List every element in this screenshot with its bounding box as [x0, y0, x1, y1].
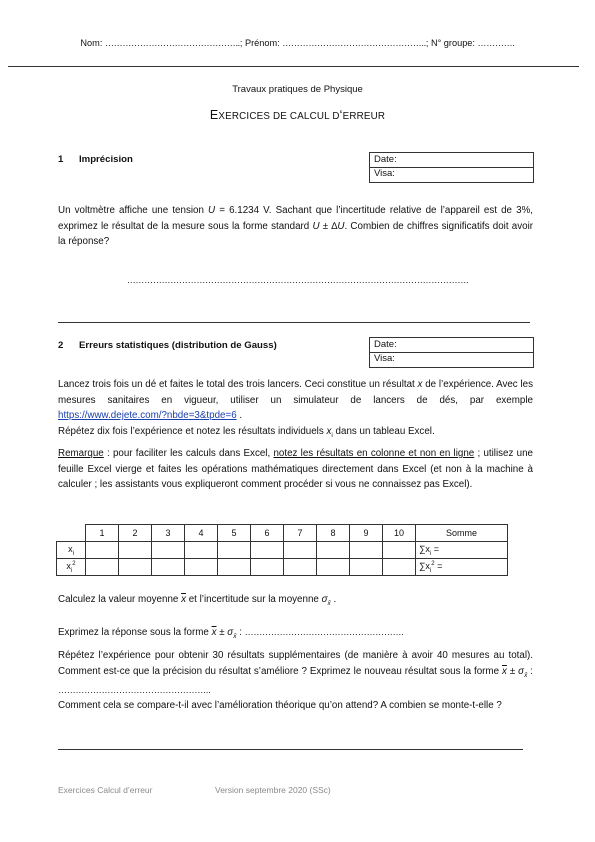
column-header: 7: [284, 525, 317, 542]
table-cell[interactable]: [350, 559, 383, 576]
section-1-date-visa-box: [369, 152, 534, 183]
sum-xi-cell[interactable]: $\sum x_i$ =: [416, 542, 508, 559]
table-cell[interactable]: [383, 542, 416, 559]
section-1-question: Un voltmètre affiche une tension U = 6.1234 V. Sachant que l’incertitude relative de l’appareil est de 3%, exprimez le résultat de la mesure sous la forme standard U ± ∆U. Combien de chiffres significatifs doit avoir la réponse?: [58, 205, 534, 248]
groupe-label: ; N° groupe:: [425, 38, 475, 48]
title-cap: E: [209, 108, 219, 122]
section-2-paragraph-2: Répétez dix fois l’expérience et notez les résultats individuels $x_i$ dans un tableau Excel.: [58, 426, 435, 439]
table-cell[interactable]: [251, 559, 284, 576]
prenom-field[interactable]: …………………………………………..: [282, 38, 426, 48]
column-header: 3: [152, 525, 185, 542]
footer-version: Version septembre 2020 (SSc): [215, 785, 331, 795]
table-cell[interactable]: [218, 542, 251, 559]
table-cell[interactable]: [350, 542, 383, 559]
table-cell[interactable]: [383, 559, 416, 576]
table-cell[interactable]: [185, 559, 218, 576]
section-2-paragraph-1: Lancez trois fois un dé et faites le total des trois lancers. Ceci constitue un résultat x de l’expérience. Avec les mesures sanitaires en vigueur, utiliser un simulateur de lancers de dés, par exemple https://www.dejete.com/?nbde=3&tpde=6 .: [58, 379, 533, 422]
question-mean: Calculez la valeur moyenne $\overline{x}$ et l’incertitude sur la moyenne $\sigma_{x̄}$ .: [58, 594, 337, 607]
column-header: 6: [251, 525, 284, 542]
student-info-header: [0, 38, 595, 48]
nom-label: Nom:: [80, 38, 103, 48]
nom-field[interactable]: ………………………………………..: [104, 38, 240, 48]
column-header: 2: [119, 525, 152, 542]
visa-label: Visa:: [374, 168, 395, 179]
section-divider-1: [58, 322, 530, 323]
title-part-2: ERREUR: [342, 111, 386, 122]
answer-field-1[interactable]: ……………………………………………….: [244, 627, 404, 637]
column-header: 9: [350, 525, 383, 542]
sum-xi2-cell[interactable]: $\sum x_i^2$ =: [416, 559, 508, 576]
column-header: 8: [317, 525, 350, 542]
header-divider: [8, 66, 579, 67]
date-label: Date:: [374, 339, 397, 350]
column-header: 4: [185, 525, 218, 542]
table-cell[interactable]: [152, 559, 185, 576]
section-2-date-visa-box: [369, 337, 534, 368]
section-divider-2: [58, 749, 523, 750]
page-subtitle: Travaux pratiques de Physique: [232, 84, 363, 95]
question-format: Exprimez la réponse sous la forme $\overline{x} \pm \sigma_{x̄}$ : ……………………………………………….: [58, 627, 404, 640]
table-cell[interactable]: [317, 542, 350, 559]
table-cell[interactable]: [152, 542, 185, 559]
section-2-title: Erreurs statistiques (distribution de Gauss): [79, 340, 277, 351]
results-table: [56, 524, 508, 576]
section-2-remark: Remarque : pour faciliter les calculs dans Excel, notez les résultats en colonne et non en ligne ; utilisez une feuille Excel vierge et faites les opérations mathématiques directement dans Excel (et non à la machine à calculer ; les assistants vous expliqueront comment procéder si vous ne connaissez pas Excel).: [58, 448, 533, 491]
table-row: [57, 542, 508, 559]
section-1-number: 1: [58, 154, 64, 165]
section-2-number: 2: [58, 340, 64, 351]
table-cell[interactable]: [119, 559, 152, 576]
footer-left: Exercices Calcul d’erreur: [58, 785, 153, 795]
table-cell[interactable]: [284, 542, 317, 559]
groupe-field[interactable]: ………….: [477, 38, 515, 48]
column-header: 1: [86, 525, 119, 542]
row-label-xi: $x_i$: [57, 542, 86, 559]
row-label-xi2: $x_i^2$: [57, 559, 86, 576]
section-1-title: Imprécision: [79, 154, 133, 165]
table-header-row: [57, 525, 508, 542]
table-row: [57, 559, 508, 576]
question-repeat: Répétez l’expérience pour obtenir 30 résultats supplémentaires (de manière à avoir 40 mesures au total). Comment est-ce que la précision du résultat s’améliore ? Exprimez le nouveau résultat sous la forme $\overline{x} \pm \sigma_{x̄}$ : ……………………………………………..: [58, 650, 533, 696]
dice-simulator-link[interactable]: https://www.dejete.com/?nbde=3&tpde=6: [58, 410, 237, 422]
prenom-label: ; Prénom:: [239, 38, 280, 48]
title-apostrophe: ‘: [339, 108, 343, 122]
page-title: [0, 108, 595, 122]
title-part-1: XERCICES DE CALCUL D: [218, 111, 340, 122]
date-label: Date:: [374, 154, 397, 165]
sum-header: Somme: [416, 525, 508, 542]
table-cell[interactable]: [185, 542, 218, 559]
section-1-heading: [58, 154, 133, 165]
section-2-heading: [58, 340, 277, 351]
table-cell[interactable]: [119, 542, 152, 559]
column-header: 10: [383, 525, 416, 542]
visa-label: Visa:: [374, 353, 395, 364]
table-cell[interactable]: [86, 542, 119, 559]
table-cell[interactable]: [317, 559, 350, 576]
column-header: 5: [218, 525, 251, 542]
table-cell[interactable]: [251, 542, 284, 559]
table-cell[interactable]: [284, 559, 317, 576]
section-1-answer-line[interactable]: ……………………………………………………………………………………………………….: [126, 275, 469, 285]
answer-field-2[interactable]: ……………………………………………..: [58, 685, 211, 696]
table-cell[interactable]: [86, 559, 119, 576]
question-compare: Comment cela se compare-t-il avec l’amélioration théorique qu’on attend? A combien se monte-t-elle ?: [58, 700, 502, 711]
table-cell[interactable]: [218, 559, 251, 576]
